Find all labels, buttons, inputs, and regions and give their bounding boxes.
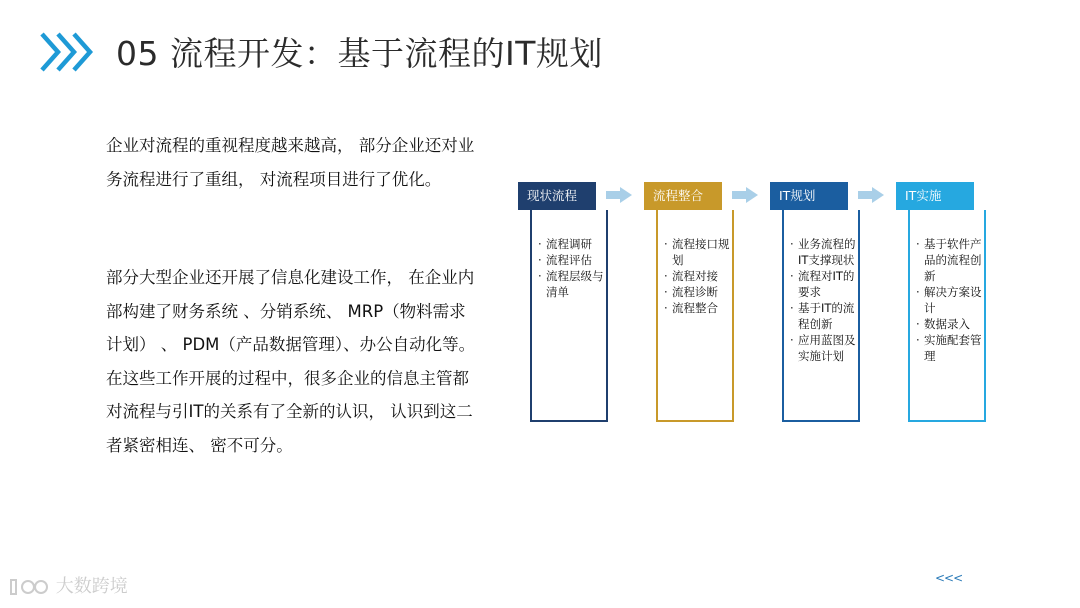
step-item: · 应用蓝图及实施计划: [784, 332, 858, 364]
step-item: · 数据录入: [910, 316, 984, 332]
step-item: · 基于IT的流程创新: [784, 300, 858, 332]
step-item: · 流程调研: [532, 236, 606, 252]
arrow-right-icon: [606, 187, 632, 203]
step-box: [656, 210, 734, 422]
step-item: · 流程层级与清单: [532, 268, 606, 300]
watermark: [8, 574, 158, 600]
step-item: · 实施配套管理: [910, 332, 984, 364]
step-header: IT实施: [896, 182, 974, 210]
step-item: · 流程诊断: [658, 284, 732, 300]
back-nav-link[interactable]: <<<: [935, 571, 963, 585]
intro-paragraph: 企业对流程的重视程度越来越高， 部分企业还对业务流程进行了重组， 对流程项目进行了优化。: [106, 136, 475, 189]
step-header: IT规划: [770, 182, 848, 210]
step-item: · 业务流程的IT支撑现状: [784, 236, 858, 268]
step-header: 流程整合: [644, 182, 722, 210]
step-item: · 解决方案设计: [910, 284, 984, 316]
step-box: [908, 210, 986, 422]
step-item: · 流程对接: [658, 268, 732, 284]
detail-paragraph: 部分大型企业还开展了信息化建设工作， 在企业内部构建了财务系统 、分销系统、 MRP（物料需求计划） 、 PDM（产品数据管理）、办公自动化等。 在这些工作开展的过程中，很多企业的信息主管都对流程与引IT的关系有了全新的认识， 认识到这二者紧密相连、 密不可分。: [106, 268, 476, 455]
watermark-logo-icon: [8, 576, 50, 598]
watermark-text: 大数跨境: [55, 576, 128, 597]
step-box: [782, 210, 860, 422]
page-title: 05 流程开发：基于流程的IT规划: [116, 34, 603, 73]
step-item: · 基于软件产品的流程创新: [910, 236, 984, 284]
step-item: · 流程评估: [532, 252, 606, 268]
triple-chevron-right-icon: [38, 30, 96, 74]
arrow-right-icon: [858, 187, 884, 203]
step-item: · 流程对IT的要求: [784, 268, 858, 300]
step-item: · 流程整合: [658, 300, 732, 316]
arrow-right-icon: [732, 187, 758, 203]
step-header: 现状流程: [518, 182, 596, 210]
step-box: [530, 210, 608, 422]
step-item: · 流程接口规划: [658, 236, 732, 268]
